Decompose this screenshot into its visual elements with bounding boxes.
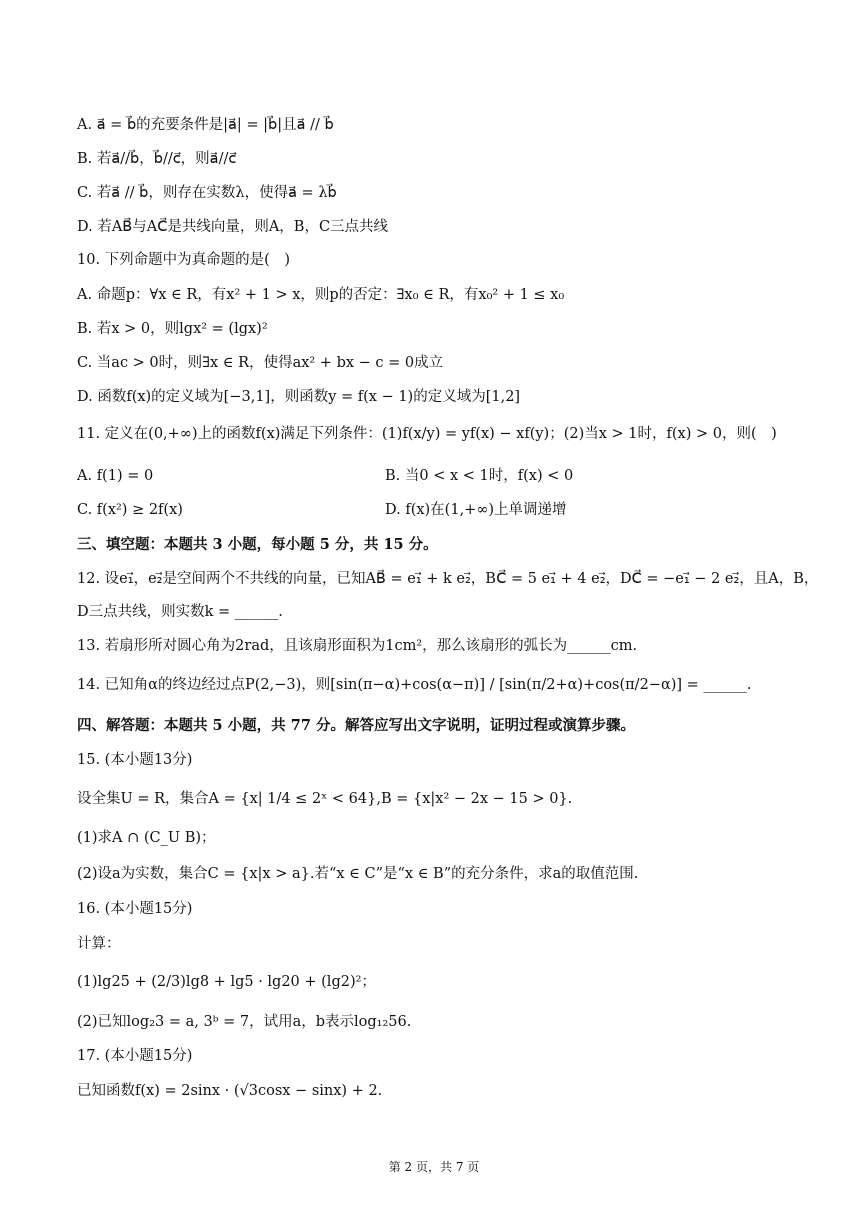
q15-heading: 15. (本小题13分) xyxy=(77,752,193,768)
q10-option-b: B. 若x > 0，则lgx² = (lgx)² xyxy=(77,321,268,337)
q10-stem: 10. 下列命题中为真命题的是( ) xyxy=(77,252,290,268)
q16-part-1: (1)lg25 + (2/3)lg8 + lg5 · lg20 + (lg2)²； xyxy=(77,974,376,990)
question-13: 13. 若扇形所对圆心角为2rad，且该扇形面积为1cm²，那么该扇形的弧长为______cm. xyxy=(77,638,638,654)
section-4-heading: 四、解答题：本题共 5 小题，共 77 分。解答应写出文字说明，证明过程或演算步骤。 xyxy=(77,717,635,734)
section-3-heading: 三、填空题：本题共 3 小题，每小题 5 分，共 15 分。 xyxy=(77,536,438,553)
q17-heading: 17. (本小题15分) xyxy=(77,1048,193,1064)
q11-option-b: B. 当0 < x < 1时，f(x) < 0 xyxy=(385,468,574,484)
q10-option-c: C. 当ac > 0时，则∃x ∈ R，使得ax² + bx − c = 0成立 xyxy=(77,355,444,371)
q9-option-c: C. 若a⃗ // b⃗，则存在实数λ，使得a⃗ = λb⃗ xyxy=(77,185,337,201)
q10-option-d: D. 函数f(x)的定义域为[−3,1]，则函数y = f(x − 1)的定义域为[1,2] xyxy=(77,389,521,405)
q9-option-a: A. a⃗ = b⃗的充要条件是|a⃗| = |b⃗|且a⃗ // b⃗ xyxy=(77,117,334,133)
q12-line-2: D三点共线，则实数k = ______. xyxy=(77,604,283,620)
q12-line-1: 12. 设e₁⃗，e₂⃗是空间两个不共线的向量，已知AB⃗ = e₁⃗ + k e₂⃗，BC⃗ = 5 e₁⃗ + 4 e₂⃗，DC⃗ = −e₁⃗ − 2 e₂⃗，且A，B， xyxy=(77,571,819,587)
q15-body: 设全集U = R，集合A = {x| 1/4 ≤ 2ˣ < 64},B = {x|x² − 2x − 15 > 0}. xyxy=(77,791,573,807)
q15-part-2: (2)设a为实数，集合C = {x|x > a}.若“x ∈ C”是“x ∈ B”的充分条件，求a的取值范围. xyxy=(77,866,639,882)
page-footer: 第 2 页，共 7 页 xyxy=(388,1160,480,1174)
q10-option-a: A. 命题p：∀x ∈ R，有x² + 1 > x，则p的否定：∃x₀ ∈ R，有x₀² + 1 ≤ x₀ xyxy=(77,287,565,303)
question-14: 14. 已知角α的终边经过点P(2,−3)，则[sin(π−α)+cos(α−π)] / [sin(π/2+α)+cos(π/2−α)] = ______. xyxy=(77,677,752,693)
q16-body: 计算： xyxy=(77,936,121,952)
q11-option-d: D. f(x)在(1,+∞)上单调递增 xyxy=(385,502,567,518)
q16-part-2: (2)已知log₂3 = a, 3ᵇ = 7，试用a，b表示log₁₂56. xyxy=(77,1014,412,1030)
q11-stem: 11. 定义在(0,+∞)上的函数f(x)满足下列条件：(1)f(x/y) = yf(x) − xf(y)；(2)当x > 1时，f(x) > 0，则( ) xyxy=(77,426,777,442)
q16-heading: 16. (本小题15分) xyxy=(77,901,193,917)
q11-option-a: A. f(1) = 0 xyxy=(77,468,154,484)
q11-option-c: C. f(x²) ≥ 2f(x) xyxy=(77,502,183,518)
q9-option-b: B. 若a⃗//b⃗，b⃗//c⃗，则a⃗//c⃗ xyxy=(77,151,237,167)
q17-body: 已知函数f(x) = 2sinx · (√3cosx − sinx) + 2. xyxy=(77,1083,383,1099)
q15-part-1: (1)求A ∩ (C_U B)； xyxy=(77,830,216,846)
q9-option-d: D. 若AB⃗与AC⃗是共线向量，则A，B，C三点共线 xyxy=(77,219,389,235)
